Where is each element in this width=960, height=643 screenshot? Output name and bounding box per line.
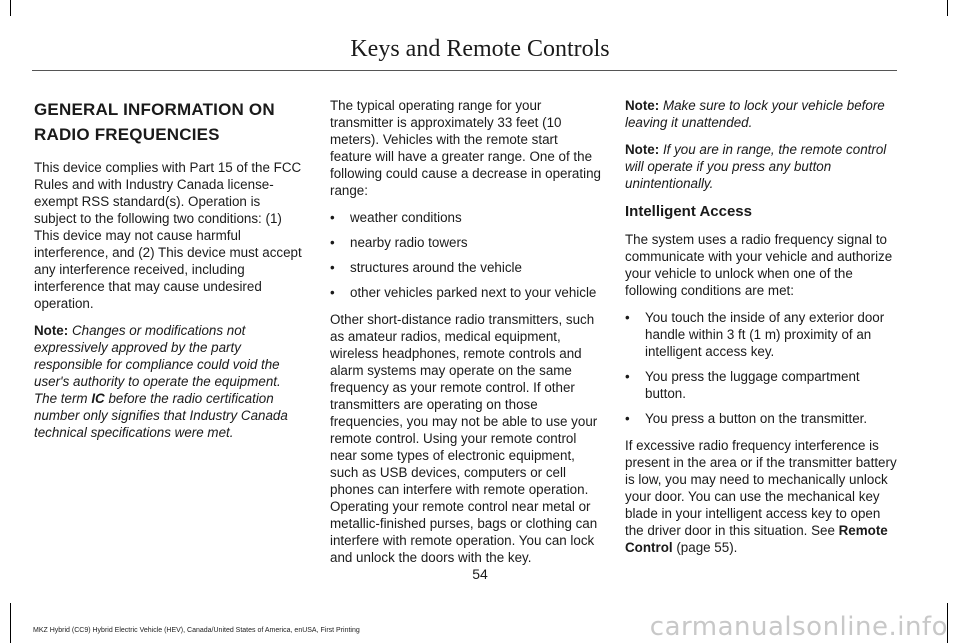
- page-number: 54: [472, 566, 488, 582]
- note-label: Note:: [625, 142, 660, 157]
- list-item: • structures around the vehicle: [330, 259, 602, 276]
- list-item: • other vehicles parked next to your vehicle: [330, 284, 602, 301]
- heading-line-2: RADIO FREQUENCIES: [34, 125, 220, 144]
- unlock-conditions-list: [625, 309, 897, 427]
- note-ic-term: IC: [91, 391, 105, 406]
- heading-line-1: GENERAL INFORMATION ON: [34, 100, 275, 119]
- edition-footer: MKZ Hybrid (CC9) Hybrid Electric Vehicle (HEV), Canada/United States of America, enUSA, First Printing: [33, 627, 360, 634]
- range-factors-list: [330, 209, 602, 301]
- operating-range-paragraph: The typical operating range for your transmitter is approximately 33 feet (10 meters). Vehicles with the remote start feature will have a greater range. One of the following could cause a decrease in operating range:: [330, 98, 601, 198]
- section-heading-intelligent-access: Intelligent Access: [625, 203, 752, 220]
- note-label: Note:: [34, 323, 69, 338]
- column-left: [34, 97, 306, 451]
- interference-paragraph: Other short-distance radio transmitters, such as amateur radios, medical equipment, wireless headphones, remote controls and alarm systems may operate on the same frequency as your remote control. If other transmitters are operating on those frequencies, you may not be able to use your remote control. Using your remote control near some types of electronic equipment, such as USB devices, computers or cell phones can interfere with remote operation. Operating your remote control near metal or metallic-finished purses, bags or clothing can interfere with remote operation. You can lock and unlock the doors with the key.: [330, 312, 598, 565]
- page-header-title: Keys and Remote Controls: [350, 36, 610, 62]
- note-text: If you are in range, the remote control will operate if you press any button unintentionally.: [625, 142, 887, 191]
- section-heading-radio-frequencies: [34, 97, 306, 147]
- note-unintentional-press: [625, 141, 897, 192]
- list-item: • weather conditions: [330, 209, 602, 226]
- note-text: Make sure to lock your vehicle before leaving it unattended.: [625, 98, 885, 130]
- remote-control-reference-link[interactable]: Remote Control: [625, 523, 888, 555]
- list-item: • You press a button on the transmitter.: [625, 410, 897, 427]
- note-lock-vehicle: [625, 97, 897, 131]
- note-label: Note:: [625, 98, 660, 113]
- mechanical-unlock-paragraph: [625, 437, 897, 556]
- column-middle: [330, 97, 602, 576]
- crop-mark-bottom-left: [10, 603, 11, 643]
- mechanical-unlock-text: If excessive radio frequency interference is present in the area or if the transmitter battery is low, you may need to mechanically unlock your door. You can use the mechanical key blade in your intelligent access key to open the driver door in this situation. See: [625, 438, 897, 538]
- note-text-part1: Changes or modifications not expressively approved by the party responsible for compliance could void the user's authority to operate the equipment. The term: [34, 323, 281, 406]
- crop-mark-top-right: [947, 0, 948, 16]
- reference-page: (page 55).: [676, 540, 738, 555]
- note-modifications: [34, 322, 306, 441]
- header-divider: [32, 70, 897, 71]
- note-text-part2: before the radio certification number only signifies that Industry Canada technical specifications were met.: [34, 391, 288, 440]
- crop-mark-top-left: [10, 0, 11, 16]
- fcc-compliance-paragraph: This device complies with Part 15 of the FCC Rules and with Industry Canada license-exempt RSS standard(s). Operation is subject to the following two conditions: (1) This device may not cause harmful interference, and (2) This device must accept any interference received, including interference that may cause undesired operation.: [34, 160, 302, 311]
- column-right: [625, 97, 897, 566]
- list-item: • You press the luggage compartment button.: [625, 368, 897, 402]
- intelligent-access-paragraph: The system uses a radio frequency signal to communicate with your vehicle and authorize your vehicle to unlock when one of the following conditions are met:: [625, 232, 893, 298]
- list-item: • nearby radio towers: [330, 234, 602, 251]
- watermark-logo: carmanualsonline.info: [649, 612, 948, 642]
- list-item: • You touch the inside of any exterior door handle within 3 ft (1 m) proximity of an intelligent access key.: [625, 309, 897, 360]
